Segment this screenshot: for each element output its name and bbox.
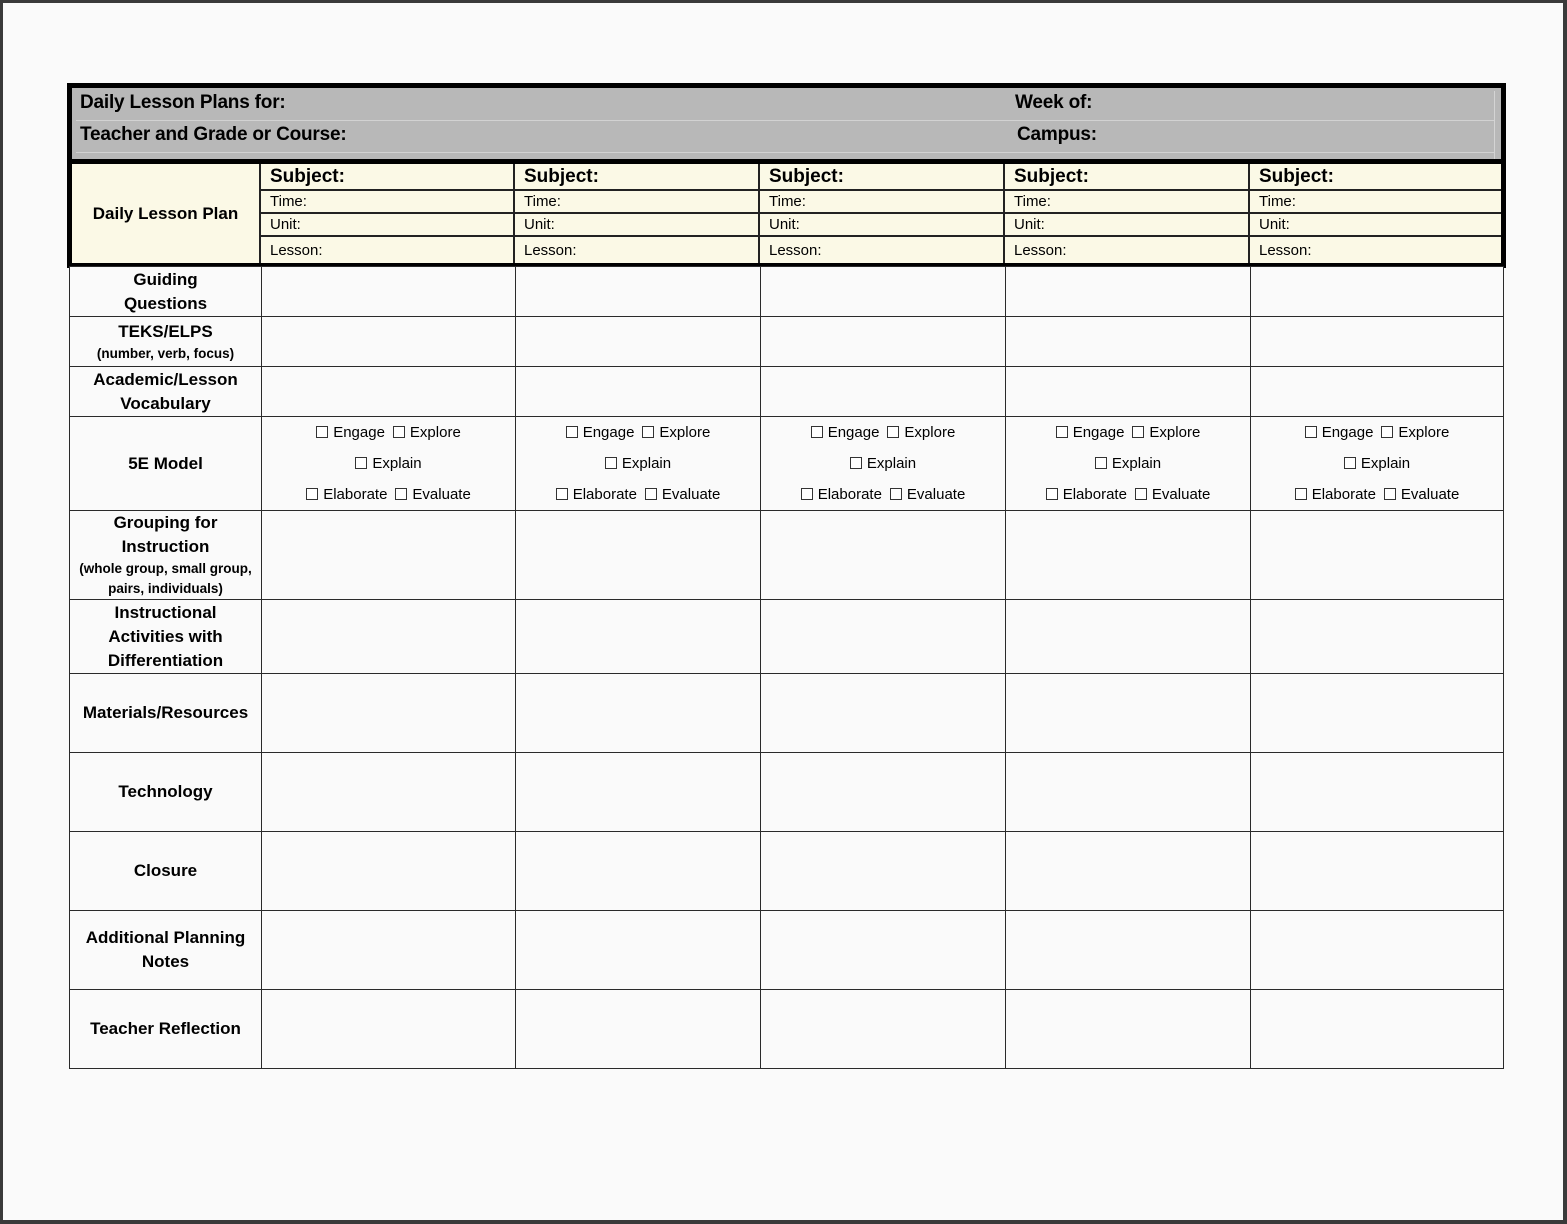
subject-field[interactable]: Subject: xyxy=(760,164,1003,191)
checkbox-icon[interactable] xyxy=(556,488,568,500)
explore-option[interactable]: Explore xyxy=(1381,417,1449,448)
unit-field[interactable]: Unit: xyxy=(1005,214,1248,237)
plan-cell[interactable] xyxy=(516,267,761,317)
explain-option[interactable]: Explain xyxy=(605,448,671,479)
row-label: Grouping for Instruction (whole group, small group, pairs, individuals) xyxy=(70,511,262,600)
row-label: 5E Model xyxy=(70,417,262,511)
plan-cell[interactable] xyxy=(1251,832,1504,911)
checkbox-icon[interactable] xyxy=(1295,488,1307,500)
5e-options xyxy=(761,417,1006,511)
plan-cell[interactable] xyxy=(1251,511,1504,600)
plan-cell[interactable] xyxy=(516,600,761,674)
plan-cell[interactable] xyxy=(516,317,761,367)
checkbox-icon[interactable] xyxy=(355,457,367,469)
time-field[interactable]: Time: xyxy=(515,191,758,214)
checkbox-icon[interactable] xyxy=(395,488,407,500)
plan-cell[interactable] xyxy=(262,753,516,832)
row-materials xyxy=(70,674,1504,753)
subject-block xyxy=(67,159,1506,268)
row-label: Academic/Lesson Vocabulary xyxy=(70,367,262,417)
subject-field[interactable]: Subject: xyxy=(261,164,513,191)
checkbox-icon[interactable] xyxy=(566,426,578,438)
row-label: Additional Planning Notes xyxy=(70,911,262,990)
plan-cell[interactable] xyxy=(1251,753,1504,832)
checkbox-icon[interactable] xyxy=(1344,457,1356,469)
checkbox-icon[interactable] xyxy=(811,426,823,438)
subject-column-5 xyxy=(1250,164,1501,263)
5e-options xyxy=(1006,417,1251,511)
plan-cell[interactable] xyxy=(1006,317,1251,367)
plan-cell[interactable] xyxy=(1006,367,1251,417)
subject-field[interactable]: Subject: xyxy=(515,164,758,191)
checkbox-icon[interactable] xyxy=(1056,426,1068,438)
time-field[interactable]: Time: xyxy=(760,191,1003,214)
plan-cell[interactable] xyxy=(1006,267,1251,317)
plan-cell[interactable] xyxy=(1251,267,1504,317)
elaborate-option[interactable]: Elaborate xyxy=(556,479,637,510)
plan-cell[interactable] xyxy=(1006,600,1251,674)
plan-cell[interactable] xyxy=(516,674,761,753)
checkbox-icon[interactable] xyxy=(1384,488,1396,500)
plan-cell[interactable] xyxy=(262,990,516,1069)
plan-cell[interactable] xyxy=(761,600,1006,674)
explore-option[interactable]: Explore xyxy=(393,417,461,448)
evaluate-option[interactable]: Evaluate xyxy=(645,479,720,510)
week-of-label[interactable]: Week of: xyxy=(1015,92,1093,113)
lesson-field[interactable]: Lesson: xyxy=(1259,241,1312,259)
explore-option[interactable]: Explore xyxy=(887,417,955,448)
plan-cell[interactable] xyxy=(262,267,516,317)
elaborate-option[interactable]: Elaborate xyxy=(801,479,882,510)
subject-field[interactable]: Subject: xyxy=(1005,164,1248,191)
elaborate-option[interactable]: Elaborate xyxy=(1295,479,1376,510)
explain-option[interactable]: Explain xyxy=(355,448,421,479)
row-label: Technology xyxy=(70,753,262,832)
campus-label[interactable]: Campus: xyxy=(1017,124,1097,145)
plan-cell[interactable] xyxy=(516,753,761,832)
explain-option[interactable]: Explain xyxy=(1344,448,1410,479)
checkbox-icon[interactable] xyxy=(850,457,862,469)
row-5e-model xyxy=(70,417,1504,511)
engage-option[interactable]: Engage xyxy=(316,417,385,448)
elaborate-option[interactable]: Elaborate xyxy=(1046,479,1127,510)
row-additional-notes xyxy=(70,911,1504,990)
plan-cell[interactable] xyxy=(1251,911,1504,990)
plan-cell[interactable] xyxy=(516,367,761,417)
plan-cell[interactable] xyxy=(761,990,1006,1069)
checkbox-icon[interactable] xyxy=(1381,426,1393,438)
engage-option[interactable]: Engage xyxy=(1056,417,1125,448)
plan-cell[interactable] xyxy=(1251,600,1504,674)
plan-cell[interactable] xyxy=(262,832,516,911)
plan-cell[interactable] xyxy=(516,911,761,990)
explain-option[interactable]: Explain xyxy=(1095,448,1161,479)
lesson-field[interactable]: Lesson: xyxy=(769,241,822,259)
plan-cell[interactable] xyxy=(1006,832,1251,911)
row-technology xyxy=(70,753,1504,832)
plan-cell[interactable] xyxy=(1006,911,1251,990)
row-label: TEKS/ELPS (number, verb, focus) xyxy=(70,317,262,367)
row-sublabel: (number, verb, focus) xyxy=(96,345,235,361)
row-label: Closure xyxy=(70,832,262,911)
checkbox-icon[interactable] xyxy=(887,426,899,438)
checkbox-icon[interactable] xyxy=(306,488,318,500)
lesson-field[interactable]: Lesson: xyxy=(270,241,323,259)
checkbox-icon[interactable] xyxy=(1305,426,1317,438)
plan-cell[interactable] xyxy=(1251,367,1504,417)
daily-lesson-plan-label: Daily Lesson Plan xyxy=(72,164,261,263)
5e-options xyxy=(1251,417,1504,511)
plan-cell[interactable] xyxy=(516,832,761,911)
plan-cell[interactable] xyxy=(262,600,516,674)
plan-cell[interactable] xyxy=(761,317,1006,367)
plan-header xyxy=(67,83,1506,164)
unit-field[interactable]: Unit: xyxy=(515,214,758,237)
plan-cell[interactable] xyxy=(1006,674,1251,753)
plan-cell[interactable] xyxy=(1006,511,1251,600)
row-label: Materials/Resources xyxy=(70,674,262,753)
teacher-grade-course-label[interactable]: Teacher and Grade or Course: xyxy=(80,124,347,145)
explain-option[interactable]: Explain xyxy=(850,448,916,479)
row-label: Teacher Reflection xyxy=(70,990,262,1069)
row-label: Instructional Activities with Differentiation xyxy=(70,600,262,674)
header-divider xyxy=(76,152,1494,153)
plan-cell[interactable] xyxy=(1251,990,1504,1069)
evaluate-option[interactable]: Evaluate xyxy=(890,479,965,510)
plan-cell[interactable] xyxy=(761,753,1006,832)
engage-option[interactable]: Engage xyxy=(1305,417,1374,448)
elaborate-option[interactable]: Elaborate xyxy=(306,479,387,510)
checkbox-icon[interactable] xyxy=(642,426,654,438)
row-label: Guiding Questions xyxy=(70,267,262,317)
5e-options xyxy=(516,417,761,511)
row-teacher-reflection xyxy=(70,990,1504,1069)
plan-cell[interactable] xyxy=(761,911,1006,990)
evaluate-option[interactable]: Evaluate xyxy=(395,479,470,510)
plan-cell[interactable] xyxy=(1006,753,1251,832)
row-guiding-questions xyxy=(70,267,1504,317)
unit-field[interactable]: Unit: xyxy=(1250,214,1501,237)
checkbox-icon[interactable] xyxy=(1132,426,1144,438)
evaluate-option[interactable]: Evaluate xyxy=(1384,479,1459,510)
time-field[interactable]: Time: xyxy=(1005,191,1248,214)
checkbox-icon[interactable] xyxy=(393,426,405,438)
subject-column-3 xyxy=(760,164,1005,263)
checkbox-icon[interactable] xyxy=(1046,488,1058,500)
row-vocabulary xyxy=(70,367,1504,417)
lesson-field[interactable]: Lesson: xyxy=(1014,241,1067,259)
subject-column-4 xyxy=(1005,164,1250,263)
row-closure xyxy=(70,832,1504,911)
plan-cell[interactable] xyxy=(262,367,516,417)
plan-cell[interactable] xyxy=(516,511,761,600)
5e-options xyxy=(262,417,516,511)
time-field[interactable]: Time: xyxy=(261,191,513,214)
row-sublabel: (whole group, small group, pairs, individuals) xyxy=(79,561,252,596)
checkbox-icon[interactable] xyxy=(645,488,657,500)
checkbox-icon[interactable] xyxy=(801,488,813,500)
header-divider xyxy=(76,120,1494,121)
plan-cell[interactable] xyxy=(761,511,1006,600)
checkbox-icon[interactable] xyxy=(605,457,617,469)
explore-option[interactable]: Explore xyxy=(642,417,710,448)
row-teks-elps xyxy=(70,317,1504,367)
unit-field[interactable]: Unit: xyxy=(261,214,513,237)
plan-cell[interactable] xyxy=(761,674,1006,753)
checkbox-icon[interactable] xyxy=(1135,488,1147,500)
checkbox-icon[interactable] xyxy=(1095,457,1107,469)
plan-cell[interactable] xyxy=(761,367,1006,417)
engage-option[interactable]: Engage xyxy=(811,417,880,448)
plans-for-label[interactable]: Daily Lesson Plans for: xyxy=(80,92,286,113)
subject-column-2 xyxy=(515,164,760,263)
subject-column-1 xyxy=(261,164,515,263)
plan-cell[interactable] xyxy=(1006,990,1251,1069)
plan-cell[interactable] xyxy=(516,990,761,1069)
checkbox-icon[interactable] xyxy=(890,488,902,500)
engage-option[interactable]: Engage xyxy=(566,417,635,448)
unit-field[interactable]: Unit: xyxy=(760,214,1003,237)
plan-cell[interactable] xyxy=(262,674,516,753)
row-instructional-activities xyxy=(70,600,1504,674)
lesson-field[interactable]: Lesson: xyxy=(524,241,577,259)
plan-cell[interactable] xyxy=(1251,674,1504,753)
evaluate-option[interactable]: Evaluate xyxy=(1135,479,1210,510)
plan-cell[interactable] xyxy=(1251,317,1504,367)
checkbox-icon[interactable] xyxy=(316,426,328,438)
plan-cell[interactable] xyxy=(262,511,516,600)
time-field[interactable]: Time: xyxy=(1250,191,1501,214)
lesson-plan-grid xyxy=(69,266,1504,1069)
explore-option[interactable]: Explore xyxy=(1132,417,1200,448)
plan-cell[interactable] xyxy=(262,911,516,990)
subject-field[interactable]: Subject: xyxy=(1250,164,1501,191)
row-grouping xyxy=(70,511,1504,600)
plan-cell[interactable] xyxy=(262,317,516,367)
plan-cell[interactable] xyxy=(761,267,1006,317)
plan-cell[interactable] xyxy=(761,832,1006,911)
